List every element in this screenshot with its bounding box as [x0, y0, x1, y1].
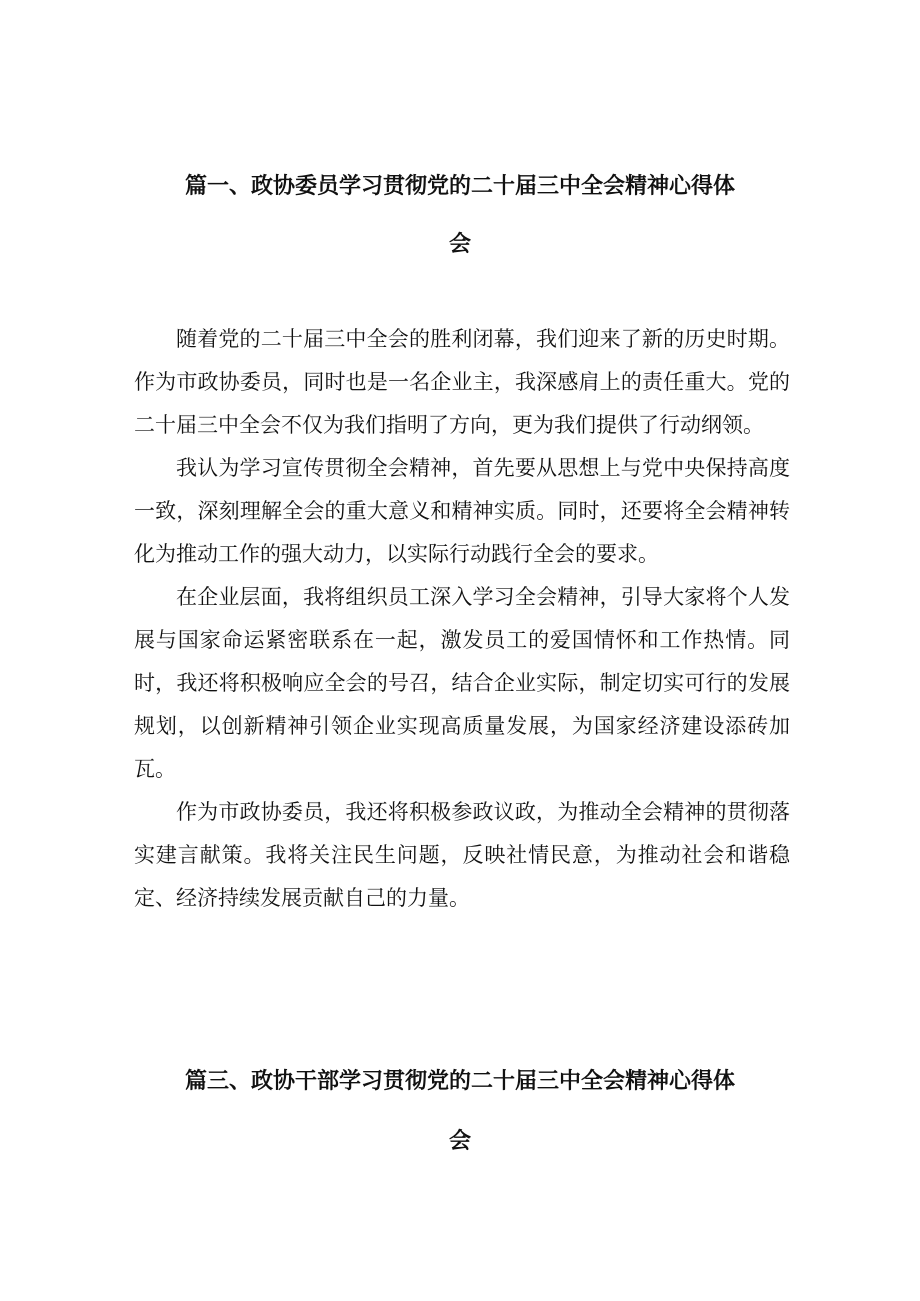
paragraph: 我认为学习宣传贯彻全会精神，首先要从思想上与党中央保持高度一致，深刻理解全会的重大意义和精神实质。同时，还要将全会精神转化为推动工作的强大动力，以实际行动践行全会的要求。	[134, 456, 790, 566]
paragraph: 随着党的二十届三中全会的胜利闭幕，我们迎来了新的历史时期。作为市政协委员，同时也是一名企业主，我深感肩上的责任重大。党的二十届三中全会不仅为我们指明了方向，更为我们提供了行动纲领。	[134, 327, 790, 437]
section-3-title-continued: 会	[448, 1129, 471, 1154]
paragraph: 在企业层面，我将组织员工深入学习全会精神，引导大家将个人发展与国家命运紧密联系在一起，激发员工的爱国情怀和工作热情。同时，我还将积极响应全会的号召，结合企业实际，制定切实可行的发展规划，以创新精神引领企业实现高质量发展，为国家经济建设添砖加瓦。	[134, 585, 790, 781]
section-3-title: 篇三、政协干部学习贯彻党的二十届三中全会精神心得体	[184, 1069, 735, 1094]
section-1-body	[134, 318, 790, 920]
section-1-title-continued: 会	[448, 232, 471, 257]
paragraph: 作为市政协委员，我还将积极参政议政，为推动全会精神的贯彻落实建言献策。我将关注民生问题，反映社情民意，为推动社会和谐稳定、经济持续发展贡献自己的力量。	[134, 800, 790, 910]
section-1-title: 篇一、政协委员学习贯彻党的二十届三中全会精神心得体	[184, 174, 735, 199]
